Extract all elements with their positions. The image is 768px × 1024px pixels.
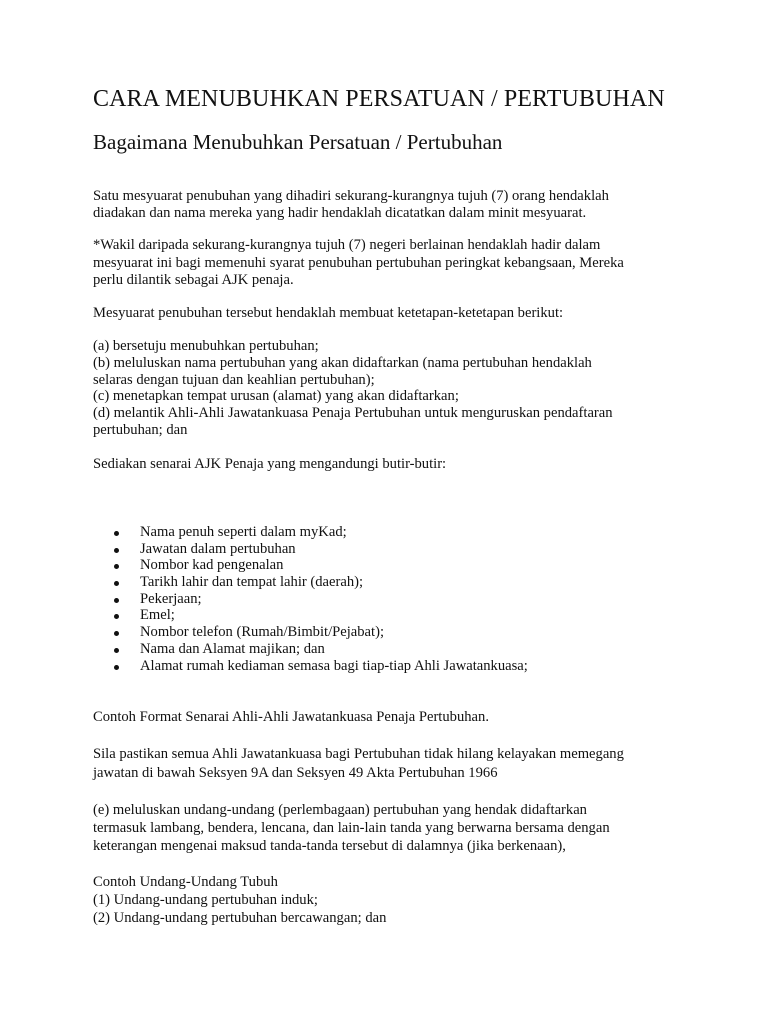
resolution-e-line-2: termasuk lambang, bendera, lencana, dan lain-lain tanda yang berwarna bersama dengan — [93, 820, 610, 836]
format-example-link: Contoh Format Senarai Ahli-Ahli Jawatankuasa Penaja Pertubuhan. — [93, 709, 489, 725]
list-item-text: Tarikh lahir dan tempat lahir (daerah); — [140, 574, 364, 590]
list-item-text: Alamat rumah kediaman semasa bagi tiap-tiap Ahli Jawatankuasa; — [140, 658, 528, 674]
bullet-icon — [114, 614, 119, 619]
document-subtitle: Bagaimana Menubuhkan Persatuan / Pertubuhan — [93, 130, 503, 154]
constitution-heading: Contoh Undang-Undang Tubuh — [93, 874, 278, 890]
bullet-icon — [114, 665, 119, 670]
resolution-e-line-3: keterangan mengenai maksud tanda-tanda tersebut di dalamnya (jika berkenaan), — [93, 838, 566, 854]
intro-line-1: Satu mesyuarat penubuhan yang dihadiri sekurang-kurangnya tujuh (7) orang hendaklah — [93, 188, 609, 204]
list-item-text: Jawatan dalam pertubuhan — [140, 541, 296, 557]
resolution-b-line-1: (b) meluluskan nama pertubuhan yang akan didaftarkan (nama pertubuhan hendaklah — [93, 355, 592, 371]
resolutions-intro: Mesyuarat penubuhan tersebut hendaklah membuat ketetapan-ketetapan berikut: — [93, 305, 564, 321]
resolution-c: (c) menetapkan tempat urusan (alamat) yang akan didaftarkan; — [93, 388, 459, 404]
bullet-icon — [114, 648, 119, 653]
note-line-1: *Wakil daripada sekurang-kurangnya tujuh (7) negeri berlainan hendaklah hadir dalam — [93, 237, 601, 253]
intro-line-2: diadakan dan nama mereka yang hadir hendaklah dicatatkan dalam minit mesyuarat. — [93, 205, 587, 221]
eligibility-line-1: Sila pastikan semua Ahli Jawatankuasa bagi Pertubuhan tidak hilang kelayakan memegang — [93, 746, 624, 762]
list-intro: Sediakan senarai AJK Penaja yang mengandungi butir-butir: — [93, 456, 447, 472]
bullet-icon — [114, 598, 119, 603]
resolution-b-line-2: selaras dengan tujuan dan keahlian pertubuhan); — [93, 372, 375, 388]
bullet-icon — [114, 548, 119, 553]
resolution-a: (a) bersetuju menubuhkan pertubuhan; — [93, 338, 319, 354]
list-item-text: Nombor kad pengenalan — [140, 557, 284, 573]
note-line-3: perlu dilantik sebagai AJK penaja. — [93, 272, 294, 288]
list-item-text: Nama penuh seperti dalam myKad; — [140, 524, 347, 540]
note-line-2: mesyuarat ini bagi memenuhi syarat penubuhan pertubuhan peringkat kebangsaan, Mereka — [93, 255, 624, 271]
list-item-text: Nombor telefon (Rumah/Bimbit/Pejabat); — [140, 624, 384, 640]
document-title: CARA MENUBUHKAN PERSATUAN / PERTUBUHAN — [93, 86, 665, 112]
list-item-text: Emel; — [140, 607, 175, 623]
bullet-icon — [114, 631, 119, 636]
resolution-d-line-1: (d) melantik Ahli-Ahli Jawatankuasa Penaja Pertubuhan untuk menguruskan pendaftaran — [93, 405, 613, 421]
resolution-d-line-2: pertubuhan; dan — [93, 422, 188, 438]
resolution-e-line-1: (e) meluluskan undang-undang (perlembagaan) pertubuhan yang hendak didaftarkan — [93, 802, 587, 818]
eligibility-line-2: jawatan di bawah Seksyen 9A dan Seksyen 49 Akta Pertubuhan 1966 — [93, 765, 498, 781]
list-item-text: Nama dan Alamat majikan; dan — [140, 641, 325, 657]
bullet-icon — [114, 531, 119, 536]
constitution-item-2: (2) Undang-undang pertubuhan bercawangan; dan — [93, 910, 387, 926]
bullet-icon — [114, 581, 119, 586]
bullet-icon — [114, 564, 119, 569]
list-item-text: Pekerjaan; — [140, 591, 202, 607]
constitution-item-1: (1) Undang-undang pertubuhan induk; — [93, 892, 318, 908]
